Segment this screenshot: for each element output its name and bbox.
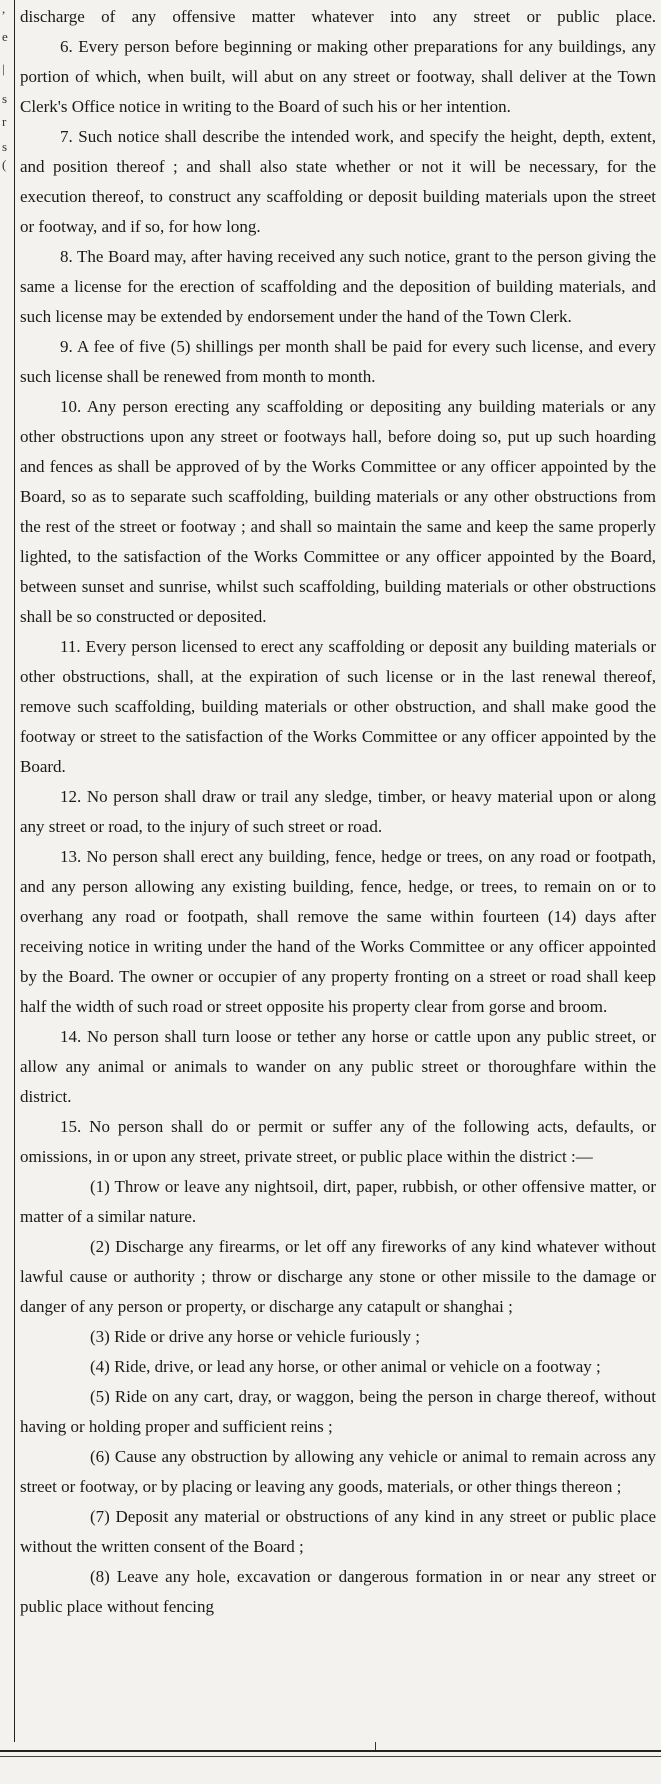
margin-mark: s [2, 91, 8, 106]
margin-mark: e [2, 29, 8, 44]
paragraph-12: 12. No person shall draw or trail any sledge, timber, or heavy material upon or along any street or road, to the injury of such street or road. [20, 787, 656, 836]
paragraph-13: 13. No person shall erect any building, fence, hedge or trees, on any road or footpath, and any person allowing any existing building, fence, hedge, or trees, to remain on or to overhang any road or footpath, shall remove the same within fourteen (14) days after receiving notice in writing under the hand of the Works Committee or any officer appointed by the Board. The owner or occupier of any property fronting on a street or road shall keep half the width of such road or street opposite his property clear from gorse and broom. [20, 847, 656, 1016]
paragraph-6: 6. Every person before beginning or making other preparations for any buildings, any portion of which, when built, will abut on any street or footway, shall deliver at the Town Clerk's Office notice in writing to the Board of such his or her intention. [20, 37, 656, 116]
paragraph-10: 10. Any person erecting any scaffolding or depositing any building materials or any other obstructions upon any street or footways hall, before doing so, put up such hoarding and fences as shall be approved of by the Works Committee or any officer appointed by the Board, so as to separate such scaffolding, building materials or any other obstructions from the rest of the street or footway ; and shall so maintain the same and keep the same properly lighted, to the satisfaction of the Works Committee or any officer appointed by the Board, between sunset and sunrise, whilst such scaffolding, building materials or other obstructions shall be so constructed or deposited. [20, 397, 656, 626]
paragraph-7: 7. Such notice shall describe the intended work, and specify the height, depth, extent, and position thereof ; and shall also state whether or not it will be necessary, for the execution thereof, to construct any scaffolding or deposit building materials upon the street or footway, and if so, for how long. [20, 127, 656, 236]
subclause-7: (7) Deposit any material or obstructions of any kind in any street or public place without the written consent of the Board ; [20, 1507, 656, 1556]
subclause-4: (4) Ride, drive, or lead any horse, or other animal or vehicle on a footway ; [90, 1357, 601, 1376]
column-rule [14, 0, 15, 1742]
paragraph-14: 14. No person shall turn loose or tether any horse or cattle upon any public street, or allow any animal or animals to wander on any public street or thoroughfare within the district. [20, 1027, 656, 1106]
paragraph-11: 11. Every person licensed to erect any scaffolding or deposit any building materials or other obstructions, shall, at the expiration of such license or in the last renewal thereof, remove such scaffolding, building materials or other obstruction, and shall make good the footway or street to the satisfaction of the Works Committee or any officer appointed by the Board. [20, 637, 656, 776]
margin-mark: s [2, 139, 8, 154]
margin-strip [0, 0, 14, 1740]
subclause-5: (5) Ride on any cart, dray, or waggon, being the person in charge thereof, without having or holding proper and sufficient reins ; [20, 1387, 656, 1436]
paragraph-8: 8. The Board may, after having received any such notice, grant to the person giving the same a license for the erection of scaffolding and the deposition of building materials, and such license may be extended by endorsement under the hand of the Town Clerk. [20, 247, 656, 326]
paragraph-9: 9. A fee of five (5) shillings per month shall be paid for every such license, and every such license shall be renewed from month to month. [20, 337, 656, 386]
subclause-2: (2) Discharge any firearms, or let off any fireworks of any kind whatever without lawful cause or authority ; throw or discharge any stone or other missile to the damage or danger of any person or property, or discharge any catapult or shanghai ; [20, 1237, 656, 1316]
margin-mark: r [2, 114, 7, 129]
paragraph-continuation: discharge of any offensive matter whatever into any street or public place. [20, 7, 656, 26]
paragraph-15: 15. No person shall do or permit or suffer any of the following acts, defaults, or omissions, in or upon any street, private street, or public place within the district :— [20, 1117, 656, 1166]
subclause-1: (1) Throw or leave any nightsoil, dirt, paper, rubbish, or other offensive matter, or matter of a similar nature. [20, 1177, 656, 1226]
text-column [20, 2, 656, 1622]
subclause-8: (8) Leave any hole, excavation or dangerous formation in or near any street or public place without fencing [20, 1567, 656, 1616]
bottom-rule [0, 1750, 661, 1752]
subclause-3: (3) Ride or drive any horse or vehicle furiously ; [90, 1327, 420, 1346]
subclause-6: (6) Cause any obstruction by allowing any vehicle or animal to remain across any street or footway, or by placing or leaving any goods, materials, or other things thereon ; [20, 1447, 656, 1496]
bottom-rule-thin [0, 1756, 661, 1757]
margin-mark: ( [2, 157, 7, 172]
margin-mark: | [2, 61, 5, 76]
margin-mark: , [2, 1, 6, 16]
bottom-tick [375, 1742, 376, 1750]
